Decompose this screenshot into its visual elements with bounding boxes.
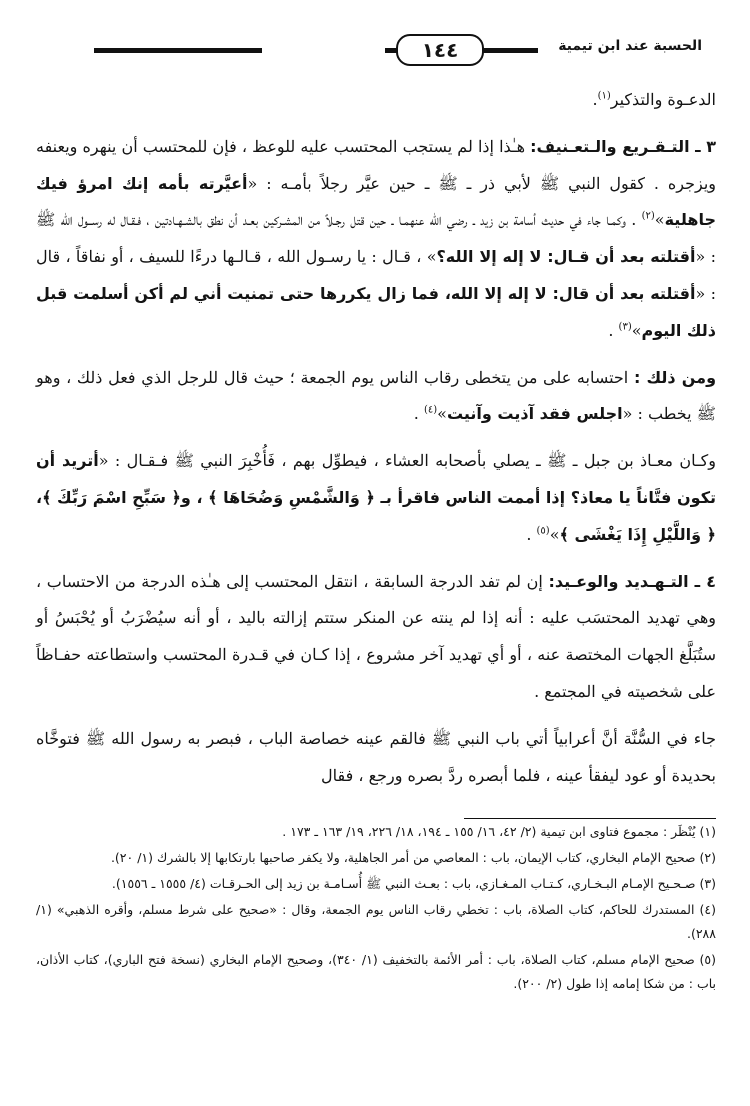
running-title: الحسبة عند ابن تيمية — [558, 38, 702, 54]
hadith-quote: اجلس فقد آذيت وآنيت — [446, 404, 623, 424]
footnote-ref: (٢) — [641, 211, 655, 223]
footnote-ref: (٣) — [618, 321, 632, 333]
paragraph-5: ٤ ـ التـهـديد والوعـيد: إن لم تفد الدرجة السابقة ، انتقل المحتسب إلى هـٰذه الدرجة من الاحتساب ، وهي تهديد المحتسَب عليه : أنه إذا لم ينته عن المنكر ستتم إزالته باليد ، أو أنه سيُضْرَبُ أو يُحْبَسُ أو ستُبَلَّغ الجهات المختصة عنه ، أو أي تهديد آخر مشروع ، إذا كـان في قـدرة المحتسب واستطاعته حفـاظاً على شخصيته في المجتمع . — [36, 571, 717, 701]
footnotes — [36, 820, 716, 998]
section-heading: ومن ذلك : — [633, 367, 717, 387]
paragraph-3: ومن ذلك : احتسابه على من يتخطى رقاب الناس يوم الجمعة ؛ حيث قال للرجل الذي فعل ذلك ، وهو ﷺ يخطب : «اجلس فقد آذيت وآنيت»$^{(٤)}$ . — [36, 367, 717, 424]
page-number: ١٤٤ — [396, 34, 484, 66]
footnote-2: (٢) صحيح الإمام البخاري، كتاب الإيمان، باب : المعاصي من أمر الجاهلية، ولا يكفر صاحبها بارتكابها إلا بالشرك (١/ ٢٠). — [110, 850, 716, 865]
hadith-quote: أعيَّرته بأمه إنك امرؤ فيك جاهلية — [36, 173, 716, 230]
hadith-quote: أقتلته بعد أن قـال: لا إله إلا الله؟ — [436, 247, 696, 267]
page-header — [40, 34, 702, 66]
footnote-1: (١) يُنْظَر : مجموع فتاوى ابن تيمية (٢/ ٤٢، ١٦/ ١٥٥ ـ ١٩٤، ١٨/ ٢٢٦، ١٩/ ١٦٣ ـ ١٧٣ . — [282, 824, 716, 839]
hadith-quote: أقتلته بعد أن قال: لا إله إلا الله، فما زال يكررها حتى تمنيت أني لم أكن أسلمت قبل ذلك اليوم — [36, 283, 716, 340]
footnote-ref: (٤) — [423, 405, 438, 417]
footnote-4: (٤) المستدرك للحاكم، كتاب الصلاة، باب : تخطي رقاب الناس يوم الجمعة، وقال : «صحيح على شرط مسلم، وأقره الذهبي» (١/ ٢٨٨). — [36, 902, 716, 941]
hadith-quote: أتريد أن تكون فتَّاناً يا معاذ؟ إذا أممت الناس فاقرأ بـ ﴿ وَالشَّمْسِ وَضُحَاهَا ﴾ ، و﴿ سَبِّحِ اسْمَ رَبِّكَ ﴾، ﴿ وَاللَّيْلِ إِذَا يَغْشَى ﴾ — [36, 451, 716, 544]
footnote-3: (٣) صـحـيح الإمـام البـخـاري، كـتـاب المـغـازي، باب : بعـث النبي ﷺ أُسـامـة بن زيد إلى الحـرقـات (٤/ ١٥٥٥ ـ ١٥٥٦). — [111, 876, 716, 891]
footnote-separator — [464, 818, 716, 819]
paragraph-4: وكـان معـاذ بن جبل ـ ﷺ ـ يصلي بأصحابه العشاء ، فيطوِّل بهم ، فَأُخْبِرَ النبي ﷺ فـقـال : «أتريد أن تكون فتَّاناً يا معاذ؟ إذا أممت الناس فاقرأ بـ ﴿ وَالشَّمْسِ وَضُحَاهَا ﴾ ، و﴿ سَبِّحِ اسْمَ رَبِّكَ ﴾، ﴿ وَاللَّيْلِ إِذَا يَغْشَى ﴾»$^{(٥)}$ . — [36, 451, 717, 544]
section-heading: ٣ ـ التـقـريع والـتعـنيف: — [530, 136, 717, 156]
footnote-ref: (١) — [597, 90, 611, 102]
header-rule-left — [94, 48, 262, 53]
paragraph-1: الدعـوة والتذكير$^{(١)}$. — [592, 90, 716, 109]
footnote-5: (٥) صحيح الإمام مسلم، كتاب الصلاة، باب : أمر الأئمة بالتخفيف (١/ ٣٤٠)، وصحيح الإمام البخاري (نسخة فتح الباري)، كتاب الأذان، باب : من شكا إمامه إذا طول (٢/ ٢٠٠). — [36, 952, 716, 991]
footnote-ref: (٥) — [536, 525, 550, 537]
section-heading: ٤ ـ التـهـديد والوعـيد: — [548, 571, 717, 591]
paragraph-6: جاء في السُّنَّة أنَّ أعرابياً أتي باب النبي ﷺ فالقم عينه خصاصة الباب ، فبصر به رسول الله ﷺ فتوخَّاه بحديدة أو عود ليفقأ عينه ، فلما أبصره ردَّ بصره ورجع ، فقال — [36, 728, 716, 785]
paragraph-2: ٣ ـ التـقـريع والـتعـنيف: هـٰذا إذا لم يستجب المحتسب عليه للوعظ ، فإن للمحتسب أن ينهره ويعنفه ويزجره . كقول النبي ﷺ لأبي ذر ـ ﷺ ـ حين عيَّر رجلاً بأمـه : «أعيَّرته بأمه إنك امرؤ فيك جاهلية»$^{(٢)}$ . وكمـا جاء في حديث أسامة بن زيد ـ رضي الله عنهمـا ـ حين قتل رجـلاً من المشـركين بعـد أن نطق بالشـهـادتين ، فـقـال له رســول الله ﷺ : «أقتلته بعد أن قـال: لا إله إلا الله؟» ، قـال : يا رسـول الله ، قـالـها درءًا للسيف ، أو نفاقاً ، قال : «أقتلته بعد أن قال: لا إله إلا الله، فما زال يكررها حتى تمنيت أني لم أكن أسلمت قبل ذلك اليوم»$^{(٣)}$ . — [36, 136, 717, 340]
main-text — [36, 82, 716, 794]
